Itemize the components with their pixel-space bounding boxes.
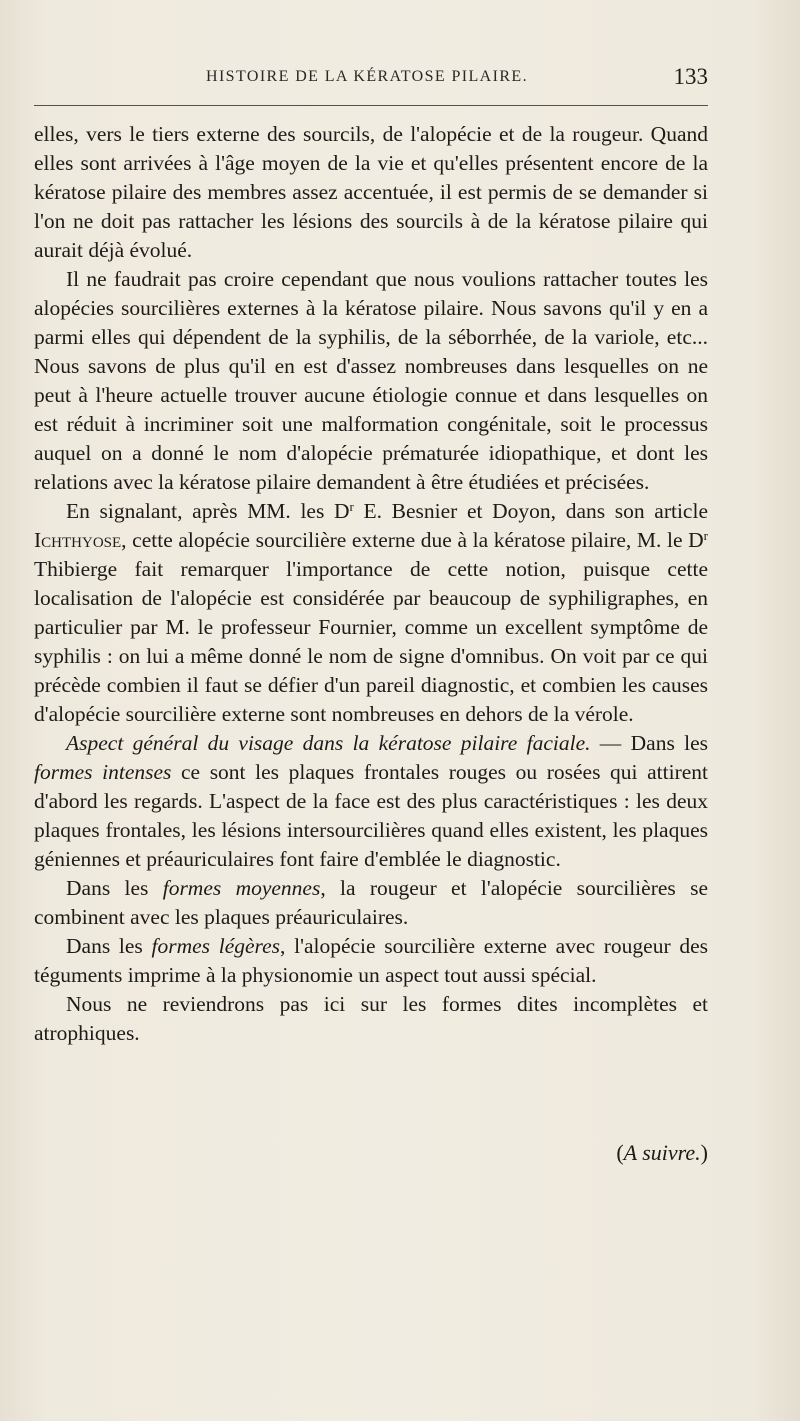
paragraph-3-text-a: En signalant, après MM. les D — [66, 499, 350, 523]
paragraph-3-text-c: , cette alopécie sourcilière externe due à la kératose pilaire, M. le D — [121, 528, 704, 552]
doctor-abbrev-sup-2: r — [703, 528, 708, 543]
running-title: HISTOIRE DE LA KÉRATOSE PILAIRE. — [206, 68, 528, 85]
paragraph-4 — [34, 729, 708, 874]
paragraph-1 — [34, 120, 708, 265]
open-paren: ( — [616, 1140, 624, 1165]
paragraph-4-text-b: ce sont les plaques frontales rouges ou rosées qui attirent d'abord les regards. L'aspect de la face est des plus caractéristiques : les deux plaques frontales, les lésions intersourcilières quand elles existent, les plaques géniennes et préauriculaires font faire d'emblée le diagnostic. — [34, 760, 708, 871]
to-be-continued-text: A suivre. — [623, 1140, 701, 1165]
header-rule — [34, 105, 708, 106]
section-heading-aspect: Aspect général du visage dans la kératose pilaire faciale. — [66, 731, 591, 755]
article-title-ichthyose: Ichthyose — [34, 528, 122, 552]
paragraph-1-text: elles, vers le tiers externe des sourcils, de l'alopécie et de la rougeur. Quand elles sont arrivées à l'âge moyen de la vie et qu'elles présentent encore de la kératose pilaire des membres assez accentuée, il est permis de se demander si l'on ne doit pas rattacher les lésions des sourcils à de la kératose pilaire qui aurait déjà évolué. — [34, 122, 708, 262]
body-text — [34, 120, 708, 1048]
paragraph-6-text-a: Dans les — [66, 934, 152, 958]
doctor-abbrev-sup-1: r — [349, 499, 354, 514]
paragraph-2 — [34, 265, 708, 497]
paragraph-2-text: Il ne faudrait pas croire cependant que nous voulions rattacher toutes les alopécies sourcilières externes à la kératose pilaire. Nous savons qu'il y en a parmi elles qui dépendent de la syphilis, de la séborrhée, de la variole, etc... Nous savons de plus qu'il en est d'assez nombreuses dans lesquelles on ne peut à l'heure actuelle trouver aucune étiologie connue et dans lesquelles on est réduit à incriminer soit une malformation congénitale, soit le processus auquel on a donné le nom d'alopécie prématurée idiopathique, et dont les relations avec la kératose pilaire demandent à être étudiées et précisées. — [34, 267, 708, 494]
paragraph-7-text: Nous ne reviendrons pas ici sur les formes dites incomplètes et atrophiques. — [34, 992, 708, 1045]
close-paren: ) — [700, 1140, 708, 1165]
paragraph-5 — [34, 874, 708, 932]
paragraph-5-text-b: , la rougeur et l'alopécie sourcilières se combinent avec les plaques préauriculaires. — [34, 876, 708, 929]
paragraph-7 — [34, 990, 708, 1048]
paragraph-3-text-b: E. Besnier et Doyon, dans son article — [353, 499, 708, 523]
paragraph-6-text-b: , l'alopécie sourcilière externe avec rougeur des téguments imprime à la physionomie un aspect tout aussi spécial. — [34, 934, 708, 987]
paragraph-5-text-a: Dans les — [66, 876, 163, 900]
paragraph-4-text-a: — Dans les — [590, 731, 709, 755]
paragraph-3-text-d: Thibierge fait remarquer l'importance de cette notion, puisque cette localisation de l'alopécie est considérée par beaucoup de syphiligraphes, en particulier par M. le professeur Fournier, comme un excellent symptôme de syphilis : on lui a même donné le nom de signe d'omnibus. On voit par ce qui précède combien il faut se défier d'un pareil diagnostic, et combien les causes d'alopécie sourcilière externe sont nombreuses en dehors de la vérole. — [34, 557, 708, 726]
term-formes-moyennes: formes moyennes — [162, 876, 321, 900]
term-formes-intenses: formes intenses — [34, 760, 172, 784]
to-be-continued — [616, 1140, 708, 1166]
page-header — [34, 66, 708, 96]
paragraph-3 — [34, 497, 708, 729]
page-number: 133 — [673, 64, 708, 89]
term-formes-legeres: formes légères — [151, 934, 281, 958]
paragraph-6 — [34, 932, 708, 990]
